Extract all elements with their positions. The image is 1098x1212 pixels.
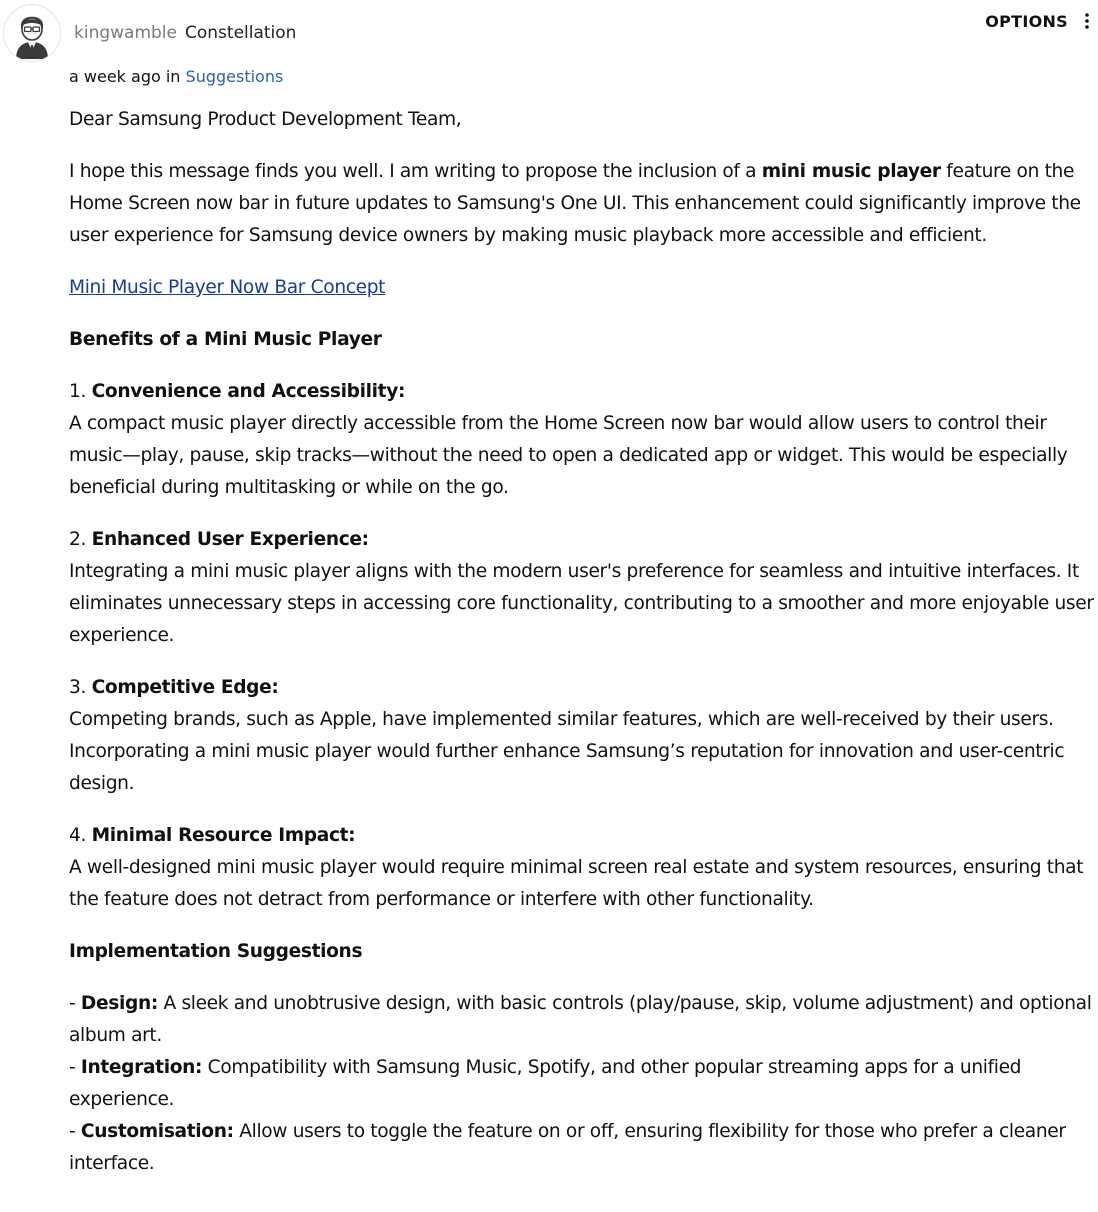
user-avatar-icon bbox=[4, 5, 60, 61]
benefit-item bbox=[69, 820, 1095, 916]
benefit-item bbox=[69, 376, 1095, 504]
benefit-text: Integrating a mini music player aligns with the modern user's preference for seamless and intuitive interfaces. It eliminates unnecessary steps in accessing core functionality, contributing to a smoother and more enjoyable user experience. bbox=[69, 561, 1094, 646]
impl-prefix: - bbox=[69, 1121, 81, 1142]
benefit-title: Competitive Edge: bbox=[91, 677, 279, 698]
benefit-text: A compact music player directly accessible from the Home Screen now bar would allow users to control their music—play, pause, skip tracks—without the need to open a dedicated app or widget. This would be especially beneficial during multitasking or while on the go. bbox=[69, 413, 1068, 498]
impl-title: Customisation: bbox=[80, 1121, 234, 1142]
author-rank: Constellation bbox=[185, 23, 297, 43]
impl-title: Design: bbox=[80, 993, 158, 1014]
board-link-suggestions[interactable]: Suggestions bbox=[185, 67, 284, 86]
impl-prefix: - bbox=[69, 993, 81, 1014]
benefit-title: Enhanced User Experience: bbox=[91, 529, 369, 550]
benefit-text: Competing brands, such as Apple, have implemented similar features, which are well-received by their users. Incorporating a mini music player would further enhance Samsung’s reputation for innovation and user-centric design. bbox=[69, 709, 1065, 794]
author-username[interactable]: kingwamble bbox=[74, 23, 177, 43]
benefits-heading: Benefits of a Mini Music Player bbox=[69, 329, 382, 350]
options-menu-button[interactable] bbox=[985, 11, 1094, 31]
impl-title: Integration: bbox=[80, 1057, 203, 1078]
intro-text-1: I hope this message finds you well. I am writing to propose the inclusion of a bbox=[69, 161, 762, 182]
benefit-number: 4. bbox=[69, 825, 87, 846]
author-line bbox=[74, 22, 296, 44]
impl-text: A sleek and unobtrusive design, with basic controls (play/pause, skip, volume adjustment) and optional album art. bbox=[69, 993, 1092, 1046]
benefit-title: Convenience and Accessibility: bbox=[91, 381, 406, 402]
post-time: a week ago bbox=[69, 67, 161, 86]
post-in-word: in bbox=[165, 67, 181, 86]
post-body bbox=[69, 104, 1095, 1200]
benefit-number: 1. bbox=[69, 381, 87, 402]
benefit-number: 2. bbox=[69, 529, 87, 550]
benefit-item bbox=[69, 524, 1095, 652]
author-avatar[interactable] bbox=[3, 4, 61, 62]
implementation-heading: Implementation Suggestions bbox=[69, 941, 363, 962]
kebab-menu-icon bbox=[1080, 11, 1094, 31]
options-label: OPTIONS bbox=[985, 11, 1068, 31]
impl-prefix: - bbox=[69, 1057, 81, 1078]
impl-text: Compatibility with Samsung Music, Spotify, and other popular streaming apps for a unified experience. bbox=[69, 1057, 1022, 1110]
implementation-list bbox=[69, 988, 1095, 1180]
concept-link[interactable]: Mini Music Player Now Bar Concept bbox=[69, 277, 386, 298]
post-meta bbox=[69, 67, 283, 87]
post-header bbox=[0, 0, 1098, 86]
impl-text: Allow users to toggle the feature on or off, ensuring flexibility for those who prefer a cleaner interface. bbox=[69, 1121, 1066, 1174]
benefit-title: Minimal Resource Impact: bbox=[91, 825, 356, 846]
intro-text-2: feature on the Home Screen now bar in future updates to Samsung's One UI. This enhancement could significantly improve the user experience for Samsung device owners by making music playback more accessible and efficient. bbox=[69, 161, 1081, 246]
concept-link-paragraph bbox=[69, 272, 1095, 304]
post-greeting: Dear Samsung Product Development Team, bbox=[69, 109, 462, 130]
benefit-text: A well-designed mini music player would require minimal screen real estate and system resources, ensuring that the feature does not detract from performance or interfere with other functionality. bbox=[69, 857, 1084, 910]
benefit-item bbox=[69, 672, 1095, 800]
post-intro bbox=[69, 156, 1095, 252]
benefit-number: 3. bbox=[69, 677, 87, 698]
intro-bold: mini music player bbox=[761, 161, 941, 182]
